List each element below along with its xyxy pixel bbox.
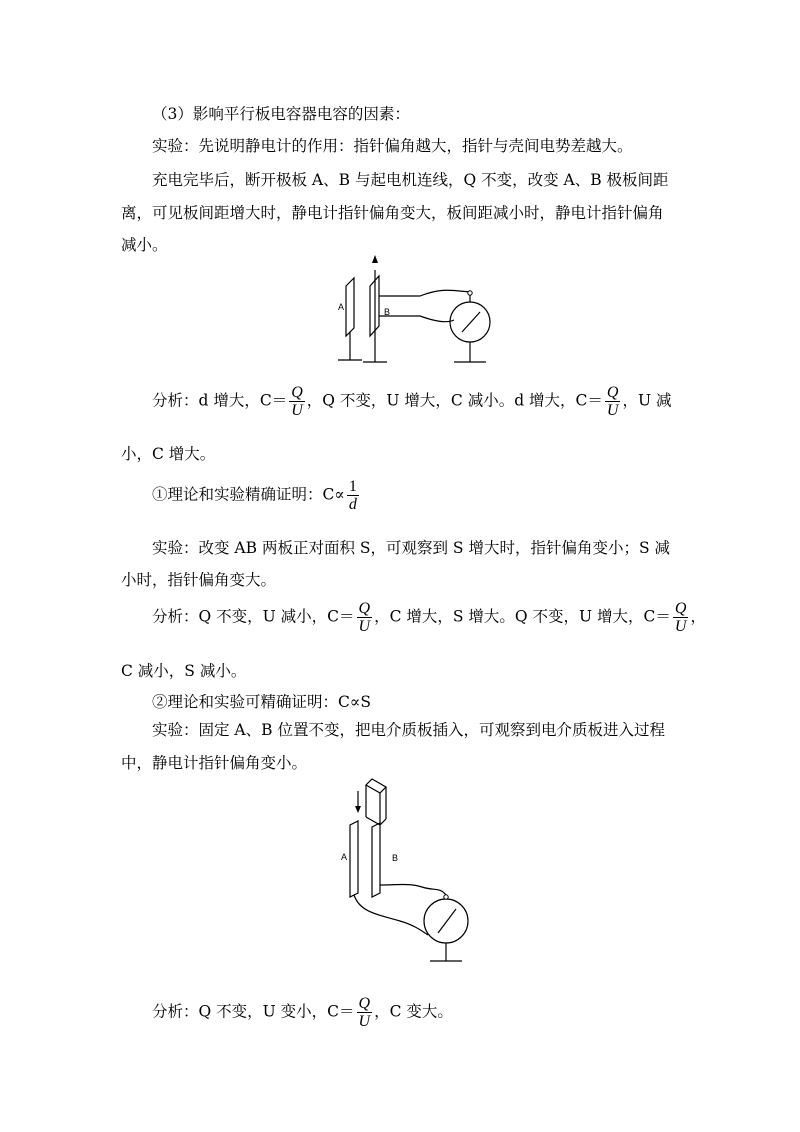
arrow-down-icon bbox=[355, 806, 361, 813]
fraction-q-over-u: $\frac{Q}{U}$ bbox=[291, 384, 303, 419]
fraction-q-over-u: $\frac{Q}{U}$ bbox=[358, 995, 371, 1030]
plate-a bbox=[350, 821, 358, 897]
figure-capacitor-dielectric bbox=[330, 775, 510, 975]
experiment-area-line2: 小时，指针偏角变大。 bbox=[121, 571, 277, 589]
experiment-area-line1: 实验：改变 AB 两板正对面积 S，可观察到 S 增大时，指针偏角变小；S 减 bbox=[152, 539, 671, 557]
experiment-dielectric-line2: 中，静电计指针偏角变小。 bbox=[121, 754, 308, 772]
fraction-q-over-u: $\frac{Q}{U}$ bbox=[358, 600, 371, 635]
electrometer bbox=[450, 302, 490, 342]
paragraph-electrometer: 实验：先说明静电计的作用：指针偏角越大，指针与壳间电势差越大。 bbox=[152, 137, 633, 155]
section-title: （3）影响平行板电容器电容的因素： bbox=[152, 105, 410, 123]
experiment-dielectric-line1: 实验：固定 A、B 位置不变，把电介质板插入，可观察到电介质板进入过程 bbox=[152, 721, 665, 739]
analysis-1-text-c: ，U 减 bbox=[622, 391, 672, 410]
conclusion-2: ②理论和实验可精确证明：C∝S bbox=[152, 693, 371, 711]
fraction-q-over-u: $\frac{Q}{U}$ bbox=[606, 384, 619, 419]
paragraph-distance-line2: 离，可见板间距增大时，静电计指针偏角变大，板间距减小时，静电计指针偏角 bbox=[121, 204, 664, 222]
dielectric-slab bbox=[366, 779, 386, 793]
electrometer bbox=[424, 899, 468, 943]
label-plate-b: B bbox=[392, 853, 399, 863]
label-plate-a: A bbox=[338, 302, 345, 312]
analysis-1-text-a: 分析：d 增大，C＝ bbox=[152, 391, 288, 410]
analysis-1-line1 bbox=[152, 384, 671, 419]
label-plate-a: A bbox=[341, 852, 348, 862]
analysis-1-text-b: ，Q 不变，U 增大，C 减小。d 增大，C＝ bbox=[306, 391, 603, 410]
arrow-up-icon bbox=[372, 255, 378, 263]
fraction-q-over-u: $\frac{Q}{U}$ bbox=[674, 600, 687, 635]
analysis-2-line1: 分析：Q 不变，U 减小，C＝ $\frac{Q}{U}$ ，C 增大，S 增大。Q 不变，U 增大，C＝ $\frac{Q}{U}$ ， bbox=[152, 600, 706, 635]
analysis-1-line2: 小，C 增大。 bbox=[121, 445, 216, 463]
conclusion-1: ①理论和实验精确证明：C∝ $\frac{1}{d}$ bbox=[152, 478, 357, 513]
paragraph-distance-line3: 减小。 bbox=[121, 236, 168, 254]
paragraph-distance-line1: 充电完毕后，断开极板 A、B 与起电机连线，Q 不变，改变 A、B 极板间距 bbox=[152, 171, 669, 189]
analysis-3: 分析：Q 不变，U 变小，C＝ $\frac{Q}{U}$ ，C 变大。 bbox=[152, 995, 453, 1030]
plate-a bbox=[346, 278, 354, 336]
figure-capacitor-distance bbox=[330, 250, 530, 380]
plate-b bbox=[372, 823, 380, 897]
fraction-1-over-d: $\frac{1}{d}$ bbox=[348, 478, 357, 513]
analysis-2-line2: C 减小，S 减小。 bbox=[121, 662, 247, 680]
label-plate-b: B bbox=[384, 307, 391, 317]
